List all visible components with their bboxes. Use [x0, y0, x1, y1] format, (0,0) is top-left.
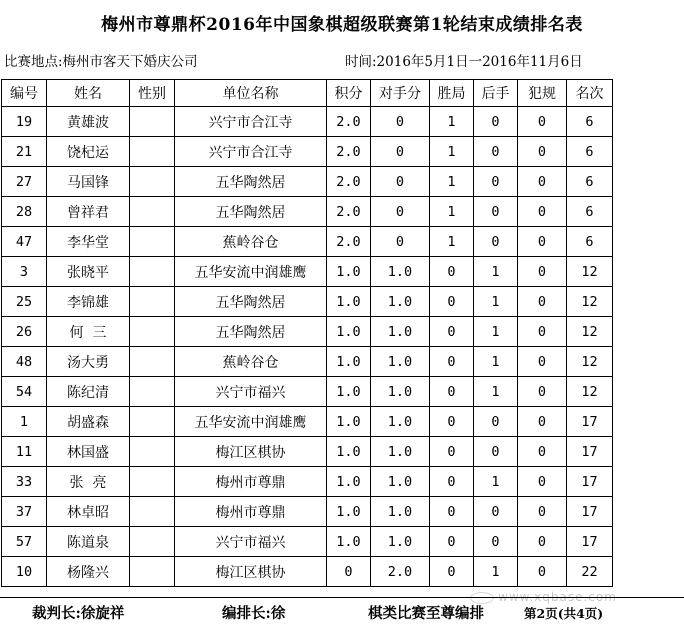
date-range-text: 时间:2016年5月1日一2016年11月6日 — [345, 54, 583, 70]
cell-second-move: 1 — [474, 317, 518, 347]
watermark-text: www.xqbase.com — [498, 590, 617, 604]
table-row — [2, 137, 613, 167]
cell-fouls: 0 — [518, 197, 567, 227]
cell-second-move: 1 — [474, 467, 518, 497]
cell-wins: 0 — [430, 347, 474, 377]
cell-unit: 五华安流中润雄鹰 — [175, 257, 327, 287]
table-row — [2, 407, 613, 437]
cell-id: 27 — [2, 167, 47, 197]
col-header-gender: 性别 — [130, 80, 175, 107]
cell-name: 李华堂 — [47, 227, 130, 257]
cell-wins: 0 — [430, 317, 474, 347]
table-header-row — [2, 80, 613, 107]
cell-name: 何 三 — [47, 317, 130, 347]
cell-id: 3 — [2, 257, 47, 287]
cell-rank: 12 — [567, 317, 613, 347]
cell-name: 李锦雄 — [47, 287, 130, 317]
cell-rank: 22 — [567, 557, 613, 587]
col-header-rank: 名次 — [567, 80, 613, 107]
cell-rank: 12 — [567, 257, 613, 287]
cell-fouls: 0 — [518, 227, 567, 257]
cell-opponent-points: 1.0 — [371, 347, 430, 377]
table-row — [2, 377, 613, 407]
col-header-name: 姓名 — [47, 80, 130, 107]
table-row — [2, 227, 613, 257]
cell-points: 1.0 — [327, 407, 371, 437]
table-row — [2, 317, 613, 347]
cell-gender — [130, 197, 175, 227]
cell-unit: 兴宁市福兴 — [175, 377, 327, 407]
col-header-fouls: 犯规 — [518, 80, 567, 107]
cell-fouls: 0 — [518, 137, 567, 167]
cell-fouls: 0 — [518, 407, 567, 437]
cell-opponent-points: 0 — [371, 197, 430, 227]
cell-fouls: 0 — [518, 317, 567, 347]
table-row — [2, 347, 613, 377]
cell-fouls: 0 — [518, 107, 567, 137]
cell-rank: 12 — [567, 287, 613, 317]
cell-unit: 五华陶然居 — [175, 167, 327, 197]
cell-wins: 1 — [430, 107, 474, 137]
results-body — [2, 107, 613, 587]
cell-unit: 梅州市尊鼎 — [175, 467, 327, 497]
footer-referee: 裁判长:徐旋祥 — [32, 605, 125, 622]
cell-id: 57 — [2, 527, 47, 557]
cell-points: 1.0 — [327, 377, 371, 407]
cell-wins: 0 — [430, 557, 474, 587]
cell-unit: 蕉岭谷仓 — [175, 347, 327, 377]
cell-name: 林国盛 — [47, 437, 130, 467]
col-header-wins: 胜局 — [430, 80, 474, 107]
cell-second-move: 1 — [474, 257, 518, 287]
cell-name: 张 亮 — [47, 467, 130, 497]
cell-wins: 1 — [430, 137, 474, 167]
cell-second-move: 1 — [474, 377, 518, 407]
cell-opponent-points: 1.0 — [371, 437, 430, 467]
cell-fouls: 0 — [518, 167, 567, 197]
cell-unit: 五华陶然居 — [175, 317, 327, 347]
cell-fouls: 0 — [518, 287, 567, 317]
cell-unit: 五华安流中润雄鹰 — [175, 407, 327, 437]
cell-rank: 17 — [567, 497, 613, 527]
cell-name: 陈道泉 — [47, 527, 130, 557]
cell-second-move: 0 — [474, 227, 518, 257]
cell-wins: 0 — [430, 377, 474, 407]
cell-wins: 0 — [430, 497, 474, 527]
cell-wins: 1 — [430, 197, 474, 227]
col-header-points: 积分 — [327, 80, 371, 107]
cell-rank: 6 — [567, 197, 613, 227]
cell-opponent-points: 1.0 — [371, 317, 430, 347]
cell-gender — [130, 167, 175, 197]
cell-second-move: 0 — [474, 107, 518, 137]
cell-second-move: 0 — [474, 137, 518, 167]
cell-points: 1.0 — [327, 257, 371, 287]
cell-second-move: 1 — [474, 557, 518, 587]
cell-second-move: 0 — [474, 497, 518, 527]
cell-points: 1.0 — [327, 347, 371, 377]
col-header-id: 编号 — [2, 80, 47, 107]
cell-gender — [130, 227, 175, 257]
cell-id: 21 — [2, 137, 47, 167]
cell-points: 1.0 — [327, 287, 371, 317]
cell-rank: 17 — [567, 527, 613, 557]
cell-gender — [130, 497, 175, 527]
cell-fouls: 0 — [518, 557, 567, 587]
table-row — [2, 497, 613, 527]
cell-gender — [130, 287, 175, 317]
cell-gender — [130, 107, 175, 137]
cell-id: 26 — [2, 317, 47, 347]
cell-wins: 0 — [430, 407, 474, 437]
cell-fouls: 0 — [518, 467, 567, 497]
cell-gender — [130, 347, 175, 377]
cell-points: 2.0 — [327, 167, 371, 197]
cell-id: 28 — [2, 197, 47, 227]
cell-opponent-points: 1.0 — [371, 407, 430, 437]
cell-opponent-points: 0 — [371, 137, 430, 167]
cell-unit: 蕉岭谷仓 — [175, 227, 327, 257]
cell-unit: 五华陶然居 — [175, 287, 327, 317]
cell-fouls: 0 — [518, 437, 567, 467]
cell-wins: 0 — [430, 467, 474, 497]
table-row — [2, 287, 613, 317]
cell-rank: 12 — [567, 377, 613, 407]
cell-gender — [130, 437, 175, 467]
cell-id: 25 — [2, 287, 47, 317]
cell-wins: 0 — [430, 437, 474, 467]
footer-software: 棋类比赛至尊编排 — [368, 605, 484, 622]
cell-unit: 五华陶然居 — [175, 197, 327, 227]
cell-points: 2.0 — [327, 137, 371, 167]
cell-points: 1.0 — [327, 467, 371, 497]
cell-unit: 梅州市尊鼎 — [175, 497, 327, 527]
cell-name: 曾祥君 — [47, 197, 130, 227]
table-row — [2, 257, 613, 287]
cell-rank: 6 — [567, 167, 613, 197]
cell-gender — [130, 257, 175, 287]
cell-unit: 兴宁市合江寺 — [175, 107, 327, 137]
cell-wins: 0 — [430, 527, 474, 557]
cell-id: 48 — [2, 347, 47, 377]
cell-name: 黄雄波 — [47, 107, 130, 137]
cell-points: 1.0 — [327, 437, 371, 467]
page-title: 梅州市尊鼎杯2016年中国象棋超级联赛第1轮结束成绩排名表 — [101, 15, 583, 35]
cell-rank: 17 — [567, 467, 613, 497]
cell-fouls: 0 — [518, 497, 567, 527]
cell-gender — [130, 317, 175, 347]
cell-name: 马国锋 — [47, 167, 130, 197]
cell-name: 林卓昭 — [47, 497, 130, 527]
table-row — [2, 167, 613, 197]
cell-opponent-points: 1.0 — [371, 497, 430, 527]
cell-name: 陈纪清 — [47, 377, 130, 407]
cell-opponent-points: 1.0 — [371, 257, 430, 287]
cell-wins: 1 — [430, 167, 474, 197]
cell-fouls: 0 — [518, 377, 567, 407]
cell-id: 1 — [2, 407, 47, 437]
cell-unit: 兴宁市合江寺 — [175, 137, 327, 167]
cell-points: 1.0 — [327, 497, 371, 527]
cell-wins: 0 — [430, 257, 474, 287]
cell-points: 2.0 — [327, 197, 371, 227]
cell-unit: 梅江区棋协 — [175, 437, 327, 467]
cell-wins: 1 — [430, 227, 474, 257]
cell-gender — [130, 407, 175, 437]
cell-opponent-points: 2.0 — [371, 557, 430, 587]
cell-opponent-points: 0 — [371, 227, 430, 257]
venue-text: 比赛地点:梅州市客天下婚庆公司 — [4, 54, 198, 70]
cell-id: 54 — [2, 377, 47, 407]
cell-wins: 0 — [430, 287, 474, 317]
cell-id: 10 — [2, 557, 47, 587]
table-row — [2, 437, 613, 467]
cell-id: 11 — [2, 437, 47, 467]
cell-points: 0 — [327, 557, 371, 587]
cell-name: 杨隆兴 — [47, 557, 130, 587]
cell-points: 1.0 — [327, 317, 371, 347]
cell-fouls: 0 — [518, 527, 567, 557]
cell-rank: 12 — [567, 347, 613, 377]
cell-rank: 17 — [567, 437, 613, 467]
cell-points: 2.0 — [327, 107, 371, 137]
col-header-opponent-points: 对手分 — [371, 80, 430, 107]
footer-arranger: 编排长:徐 — [222, 605, 286, 622]
cell-name: 汤大勇 — [47, 347, 130, 377]
cell-fouls: 0 — [518, 257, 567, 287]
cell-id: 37 — [2, 497, 47, 527]
cell-id: 33 — [2, 467, 47, 497]
cell-opponent-points: 0 — [371, 167, 430, 197]
footer-page-number: 第2页(共4页) — [524, 606, 604, 621]
cell-opponent-points: 1.0 — [371, 287, 430, 317]
col-header-second-move: 后手 — [474, 80, 518, 107]
cell-opponent-points: 1.0 — [371, 467, 430, 497]
cell-gender — [130, 527, 175, 557]
table-row — [2, 197, 613, 227]
cell-id: 19 — [2, 107, 47, 137]
cell-gender — [130, 377, 175, 407]
cell-second-move: 0 — [474, 437, 518, 467]
cell-gender — [130, 557, 175, 587]
footer-divider — [0, 597, 684, 598]
cell-second-move: 0 — [474, 407, 518, 437]
cell-id: 47 — [2, 227, 47, 257]
cell-second-move: 0 — [474, 527, 518, 557]
cell-rank: 17 — [567, 407, 613, 437]
cell-unit: 兴宁市福兴 — [175, 527, 327, 557]
cell-rank: 6 — [567, 107, 613, 137]
cell-name: 饶杞运 — [47, 137, 130, 167]
results-table — [1, 79, 613, 587]
cell-second-move: 0 — [474, 197, 518, 227]
cell-opponent-points: 1.0 — [371, 377, 430, 407]
table-row — [2, 107, 613, 137]
cell-second-move: 0 — [474, 167, 518, 197]
cell-rank: 6 — [567, 137, 613, 167]
cell-opponent-points: 0 — [371, 107, 430, 137]
cell-second-move: 1 — [474, 287, 518, 317]
cell-name: 胡盛森 — [47, 407, 130, 437]
table-row — [2, 557, 613, 587]
cell-name: 张晓平 — [47, 257, 130, 287]
cell-points: 2.0 — [327, 227, 371, 257]
cell-gender — [130, 137, 175, 167]
table-row — [2, 467, 613, 497]
col-header-unit: 单位名称 — [175, 80, 327, 107]
cell-fouls: 0 — [518, 347, 567, 377]
cell-gender — [130, 467, 175, 497]
cell-points: 1.0 — [327, 527, 371, 557]
cell-unit: 梅江区棋协 — [175, 557, 327, 587]
table-row — [2, 527, 613, 557]
cell-second-move: 1 — [474, 347, 518, 377]
cell-opponent-points: 1.0 — [371, 527, 430, 557]
cell-rank: 6 — [567, 227, 613, 257]
